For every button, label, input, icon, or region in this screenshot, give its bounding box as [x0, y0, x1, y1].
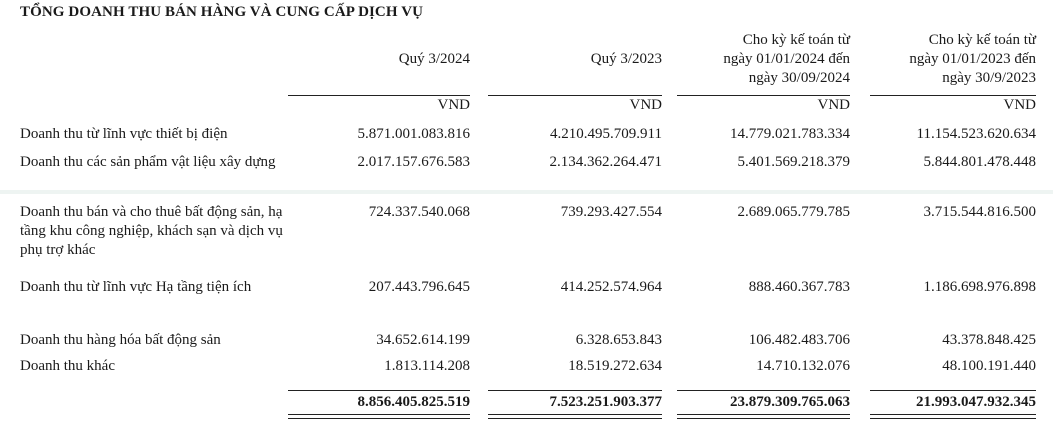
subtotal-line: [288, 390, 470, 391]
total-double-underline: [288, 414, 470, 419]
row-value: 2.689.065.779.785: [737, 204, 850, 220]
row-value: 207.443.796.645: [368, 279, 470, 295]
unit-label: VND: [629, 97, 662, 113]
row-value: 414.252.574.964: [560, 279, 662, 295]
total-double-underline: [488, 414, 662, 419]
row-value: 34.652.614.199: [376, 332, 470, 348]
table-title: TỔNG DOANH THU BÁN HÀNG VÀ CUNG CẤP DỊCH VỤ: [20, 4, 424, 20]
row-value: 2.134.362.264.471: [549, 154, 662, 170]
row-value: 1.813.114.208: [384, 358, 470, 374]
total-double-underline: [870, 414, 1036, 419]
total-double-underline: [677, 414, 850, 419]
unit-label: VND: [817, 97, 850, 113]
row-label: Doanh thu khác: [20, 358, 115, 374]
header-underline: [870, 95, 1036, 96]
header-underline: [488, 95, 662, 96]
subtotal-line: [870, 390, 1036, 391]
row-value: 1.186.698.976.898: [923, 279, 1036, 295]
total-value: 7.523.251.903.377: [549, 394, 662, 410]
row-label: Doanh thu các sản phẩm vật liệu xây dựng: [20, 154, 276, 170]
row-value: 14.710.132.076: [756, 358, 850, 374]
row-value: 724.337.540.068: [368, 204, 470, 220]
row-value: 5.844.801.478.448: [923, 154, 1036, 170]
subtotal-line: [677, 390, 850, 391]
header-underline: [677, 95, 850, 96]
total-value: 8.856.405.825.519: [357, 394, 470, 410]
row-value: 106.482.483.706: [748, 332, 850, 348]
column-header-q3-2024: Quý 3/2024: [398, 51, 470, 67]
row-value: 3.715.544.816.500: [923, 204, 1036, 220]
row-value: 11.154.523.620.634: [916, 126, 1036, 142]
column-header-ytd-2024: Cho kỳ kế toán từ ngày 01/01/2024 đến ngày 30/09/2024: [723, 32, 850, 86]
unit-label: VND: [1003, 97, 1036, 113]
subtotal-line: [488, 390, 662, 391]
total-value: 21.993.047.932.345: [916, 394, 1036, 410]
row-label: Doanh thu bán và cho thuê bất động sản, hạ tầng khu công nghiệp, khách sạn và dịch vụ phụ trợ khác: [20, 204, 283, 258]
row-value: 5.871.001.083.816: [357, 126, 470, 142]
row-value: 5.401.569.218.379: [737, 154, 850, 170]
column-header-q3-2023: Quý 3/2023: [590, 51, 662, 67]
row-value: 18.519.272.634: [568, 358, 662, 374]
row-value: 4.210.495.709.911: [550, 126, 662, 142]
row-label: Doanh thu từ lĩnh vực thiết bị điện: [20, 126, 228, 142]
row-value: 888.460.367.783: [748, 279, 850, 295]
scan-artifact-band: [0, 190, 1053, 194]
row-label: Doanh thu hàng hóa bất động sản: [20, 332, 221, 348]
total-value: 23.879.309.765.063: [730, 394, 850, 410]
header-underline: [288, 95, 470, 96]
unit-label: VND: [437, 97, 470, 113]
row-value: 43.378.848.425: [942, 332, 1036, 348]
row-value: 739.293.427.554: [560, 204, 662, 220]
row-value: 6.328.653.843: [575, 332, 662, 348]
row-label: Doanh thu từ lĩnh vực Hạ tầng tiện ích: [20, 279, 252, 295]
row-value: 14.779.021.783.334: [730, 126, 850, 142]
column-header-ytd-2023: Cho kỳ kế toán từ ngày 01/01/2023 đến ngày 30/9/2023: [909, 32, 1036, 86]
row-value: 48.100.191.440: [942, 358, 1036, 374]
row-value: 2.017.157.676.583: [357, 154, 470, 170]
